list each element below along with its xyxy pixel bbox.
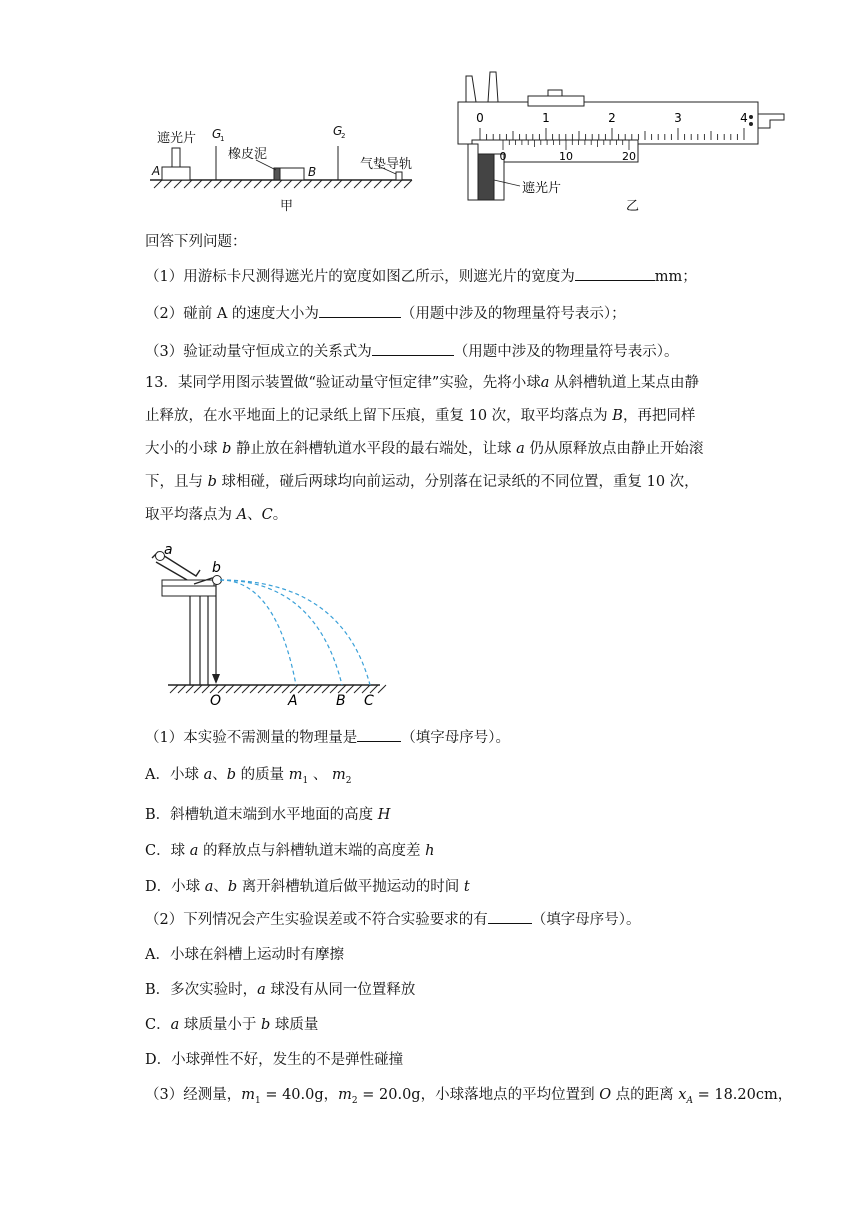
sub-1: 1	[302, 775, 309, 786]
ground-hatch-line	[290, 685, 298, 693]
table-top	[162, 586, 216, 596]
q12-part3-text: （3）验证动量守恒成立的关系式为	[145, 344, 372, 360]
sub-A: A	[686, 1095, 693, 1106]
sep: 、	[308, 767, 332, 783]
q12-part2-tail: （用题中涉及的物理量符号表示）；	[400, 306, 626, 322]
main-scale-0: 0	[476, 111, 484, 125]
answer-blank-relation[interactable]	[372, 341, 454, 356]
fig-label-O: O	[210, 693, 222, 709]
option-1B[interactable]	[145, 805, 390, 825]
ground-hatch-line	[362, 685, 370, 693]
label-caliper-zheguangpian: 遮光片	[522, 181, 562, 196]
var-m: m	[338, 1087, 352, 1103]
var-b: b	[227, 879, 238, 895]
glider-a	[162, 167, 190, 180]
ground-hatch-line	[234, 685, 242, 693]
q13-line3: 大小的小球	[145, 441, 223, 457]
var-h: h	[425, 843, 435, 859]
q13-line1: 13．某同学用图示装置做“验证动量守恒定律”实验，先将小球	[145, 375, 541, 391]
glider-b	[280, 168, 304, 180]
var-m: m	[241, 1087, 255, 1103]
q13-sub1	[145, 727, 510, 748]
main-scale-2: 2	[608, 111, 616, 125]
ground-hatch-line	[274, 685, 282, 693]
q13-sub1-text: （1）本实验不需测量的物理量是	[145, 730, 358, 746]
q13-line2-end: ，再把同样	[622, 408, 696, 424]
fig-label-a: a	[164, 542, 173, 558]
label-g1: G	[212, 127, 222, 141]
ground-hatch-line	[338, 685, 346, 693]
var-x: x	[678, 1087, 687, 1103]
m2-value: = 20.0g，小球落地点的平均位置到	[357, 1087, 600, 1103]
option-1A-mid: 的质量	[236, 767, 289, 783]
var-a: a	[203, 767, 213, 783]
ground-hatch-line	[194, 685, 202, 693]
period: 。	[272, 507, 288, 523]
var-a: a	[204, 879, 214, 895]
ground-hatch-line	[346, 685, 354, 693]
var-a: a	[516, 441, 525, 457]
label-g2-sub: 2	[341, 132, 346, 140]
caption-yi: 乙	[626, 199, 640, 214]
ground-hatch-line	[314, 685, 322, 693]
q13-line2: 止释放，在水平地面上的记录纸上留下压痕，重复 10 次，取平均落点为	[145, 408, 613, 424]
q13-sub2-text: （2）下列情况会产生实验误差或不符合实验要求的有	[145, 912, 488, 928]
option-1D[interactable]	[145, 877, 470, 897]
var-b: b	[260, 1017, 271, 1033]
var-m: m	[288, 767, 303, 783]
label-xiangpini: 橡皮泥	[228, 147, 268, 162]
q12-part1	[145, 266, 697, 287]
var-C: C	[261, 507, 273, 523]
ground-hatch-line	[298, 685, 306, 693]
label-rail: 气垫导轨	[360, 157, 413, 172]
main-scale-1: 1	[542, 111, 550, 125]
option-1A[interactable]	[145, 765, 351, 791]
q13-sub2	[145, 909, 640, 930]
q13-line4: 下，且与	[145, 474, 208, 490]
q12-part1-unit: mm；	[654, 269, 697, 285]
var-a: a	[540, 375, 550, 391]
option-2C-mid: 球质量小于	[179, 1017, 261, 1033]
q13-line5: 取平均落点为	[145, 507, 237, 523]
answer-blank-width[interactable]	[575, 266, 655, 281]
ground-hatch-line	[226, 685, 234, 693]
answer-blank-sub2[interactable]	[488, 909, 532, 924]
ground-hatch-line	[330, 685, 338, 693]
q13-sub1-tail: （填字母序号）。	[401, 730, 510, 746]
q13-line4-end: 球相碰，碰后两球均向前运动，分别落在记录纸的不同位置，重复 10 次，	[216, 474, 699, 490]
ground-hatch-line	[266, 685, 274, 693]
ground-hatch-line	[218, 685, 226, 693]
ground-hatch-line	[250, 685, 258, 693]
var-B: B	[612, 408, 623, 424]
trajectory-a	[220, 580, 296, 685]
q12-part2-text: （2）碰前 A 的速度大小为	[145, 306, 319, 322]
option-1C[interactable]	[145, 841, 434, 861]
ground-hatch-line	[306, 685, 314, 693]
main-scale-4: 4	[740, 111, 748, 125]
ground-hatch-line	[282, 685, 290, 693]
var-A: A	[236, 507, 248, 523]
ground-hatch-line	[178, 685, 186, 693]
fig-label-C: C	[364, 693, 374, 709]
label-g2: G	[333, 124, 343, 138]
label-zheguangpian: 遮光片	[157, 131, 197, 146]
q12-part3-tail: （用题中涉及的物理量符号表示）。	[453, 344, 679, 360]
var-a: a	[170, 1017, 180, 1033]
ground-hatch-line	[354, 685, 362, 693]
var-t: t	[463, 879, 470, 895]
sep: 、	[247, 507, 262, 523]
figure-projectile	[148, 540, 398, 715]
label-b: B	[308, 165, 317, 179]
figure-air-track	[140, 110, 430, 220]
q13-sub3-label: （3）经测量，	[145, 1087, 242, 1103]
ground-hatch-line	[170, 685, 178, 693]
fig-label-b: b	[212, 560, 221, 576]
option-1B-label: B．斜槽轨道末端到水平地面的高度	[145, 807, 378, 823]
option-2C-tail: 球质量	[270, 1017, 319, 1033]
fig-label-A: A	[288, 693, 298, 709]
label-a: A	[152, 164, 161, 178]
option-2B[interactable]	[145, 980, 415, 1000]
answer-blank-velocity[interactable]	[319, 303, 401, 318]
fig-label-B: B	[336, 693, 346, 709]
option-2B-tail: 球没有从同一位置释放	[265, 982, 416, 998]
q12-part3	[145, 341, 678, 362]
option-2D[interactable]: D．小球弹性不好，发生的不是弹性碰撞	[145, 1052, 404, 1068]
caliper-light-shield	[478, 154, 494, 200]
ground-hatch-line	[242, 685, 250, 693]
option-2C[interactable]	[145, 1015, 318, 1035]
main-scale-3: 3	[674, 111, 682, 125]
option-2C-label: C．	[145, 1017, 171, 1033]
var-m: m	[331, 767, 346, 783]
ground-hatch-line	[370, 685, 378, 693]
ground-hatch-line	[258, 685, 266, 693]
answer-blank-sub1[interactable]	[357, 727, 401, 742]
q13-line3-end: 仍从原释放点由静止开始滚	[524, 441, 704, 457]
var-a: a	[189, 843, 199, 859]
figure-vernier-caliper	[450, 68, 790, 218]
ground-hatch-line	[378, 685, 386, 693]
q13-line1-end: 从斜槽轨道上某点由静	[549, 375, 700, 391]
option-1C-label: C．球	[145, 843, 190, 859]
option-2A[interactable]: A．小球在斜槽上运动时有摩擦	[145, 947, 344, 963]
sep: 、	[213, 879, 228, 895]
var-O: O	[599, 1087, 612, 1103]
label-g1-sub: 1	[220, 135, 225, 143]
option-1D-mid: 离开斜槽轨道后做平抛运动的时间	[237, 879, 464, 895]
light-shield	[172, 148, 180, 167]
q13-stem	[145, 367, 725, 532]
q12-part2	[145, 303, 626, 324]
q13-sub3	[145, 1085, 792, 1111]
trajectory-c	[220, 580, 370, 685]
q12-part1-text: （1）用游标卡尺测得遮光片的宽度如图乙所示，则遮光片的宽度为	[145, 269, 575, 285]
option-1C-mid: 的释放点与斜槽轨道末端的高度差	[198, 843, 426, 859]
var-H: H	[377, 807, 391, 823]
var-b: b	[207, 474, 217, 490]
ground-hatch-line	[202, 685, 210, 693]
q13-line3-mid: 静止放在斜槽轨道水平段的最右端处，让球	[231, 441, 517, 457]
caption-jia: 甲	[280, 199, 294, 214]
var-a: a	[257, 982, 266, 998]
option-2B-label: B．多次实验时，	[145, 982, 258, 998]
option-1A-label: A．小球	[145, 767, 204, 783]
vernier-scale-10: 10	[559, 150, 573, 163]
ground-hatch-line	[210, 685, 218, 693]
q13-sub3-mid: 点的距离	[611, 1087, 679, 1103]
var-b: b	[226, 767, 237, 783]
sub-1: 1	[254, 1095, 261, 1106]
option-1D-label: D．小球	[145, 879, 205, 895]
vernier-scale-20: 20	[622, 150, 636, 163]
q12-intro: 回答下列问题：	[145, 234, 247, 250]
ground-hatch-line	[186, 685, 194, 693]
sub-2: 2	[345, 775, 352, 786]
xA-value: = 18.20cm，	[692, 1087, 793, 1103]
sep: 、	[212, 767, 227, 783]
vernier-scale-0: 0	[499, 150, 507, 163]
m1-value: = 40.0g，	[260, 1087, 339, 1103]
ground-hatch-line	[322, 685, 330, 693]
q13-sub2-tail: （填字母序号）。	[531, 912, 641, 928]
sub-2: 2	[351, 1095, 358, 1106]
var-b: b	[222, 441, 232, 457]
